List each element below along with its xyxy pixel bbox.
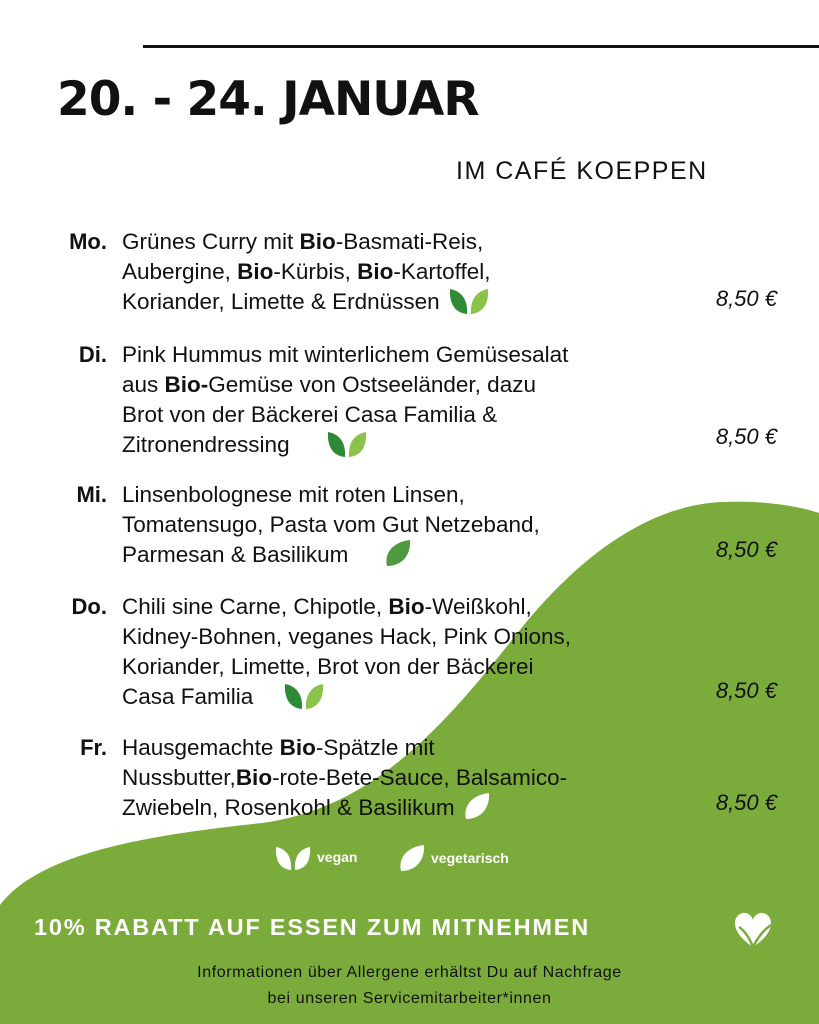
- vegetarian-leaf-icon: [463, 791, 491, 821]
- day-label: Mo.: [69, 229, 107, 254]
- dish-text: Kidney-Bohnen, veganes Hack, Pink Onions,: [122, 624, 572, 649]
- dish-description: [122, 227, 702, 318]
- dish-description: [122, 733, 702, 824]
- legend-vegan-label: vegan: [317, 849, 358, 865]
- cafe-name: IM CAFÉ KOEPPEN: [456, 157, 708, 185]
- dish-description: [122, 592, 702, 713]
- dish-text: -Basmati-Reis,: [335, 229, 484, 254]
- allergen-info-line-2: bei unseren Servicemitarbeiter*innen: [267, 990, 552, 1007]
- vegan-leaf-icon: [326, 428, 368, 458]
- bio-highlight: Bio: [237, 259, 274, 284]
- day-label: Di.: [78, 342, 107, 367]
- dish-line: [122, 430, 702, 461]
- allergen-info: [0, 960, 819, 1012]
- dish-text: Tomatensugo, Pasta vom Gut Netzeband,: [122, 512, 540, 537]
- heart-leaf-icon: [733, 911, 773, 949]
- bio-highlight: Bio: [388, 594, 425, 619]
- dish-line: [122, 592, 702, 622]
- legend-vegetarian: [398, 843, 509, 873]
- dish-line: [122, 227, 702, 257]
- dish-line: [122, 340, 702, 370]
- day-label: Do.: [71, 594, 107, 619]
- legend-vegan: [274, 843, 357, 871]
- bio-highlight: Bio: [235, 765, 273, 790]
- top-rule: [143, 45, 819, 48]
- dish-text: Parmesan & Basilikum: [122, 542, 349, 567]
- dish-line: [122, 400, 702, 430]
- dish-line: [122, 733, 702, 763]
- dish-text: Gemüse von Ostseeländer, dazu: [208, 372, 536, 397]
- dish-text: Linsenbolognese mit roten Linsen,: [122, 482, 465, 507]
- dish-line: [122, 793, 702, 824]
- day-label: Mi.: [76, 482, 107, 507]
- dish-line: [122, 257, 702, 287]
- dish-text: Nussbutter,: [122, 765, 236, 790]
- dish-text: -Kartoffel,: [393, 259, 491, 284]
- dish-text: Hausgemachte: [122, 735, 280, 760]
- dish-text: -rote-Bete-Sauce, Balsamico-: [272, 765, 568, 790]
- bio-highlight: Bio: [357, 259, 394, 284]
- dish-line: [122, 622, 702, 652]
- dish-text: -Weißkohl,: [424, 594, 532, 619]
- dish-line: [122, 287, 702, 318]
- page-title: 20. - 24. JANUAR: [57, 72, 479, 127]
- dish-text: Casa Familia: [122, 684, 254, 709]
- price: 8,50 €: [715, 424, 777, 449]
- dish-text: Zitronendressing: [122, 432, 290, 457]
- vegan-leaf-icon: [283, 680, 325, 710]
- vegan-leaf-icon: [448, 285, 490, 315]
- dish-text: aus: [122, 372, 165, 397]
- dish-line: [122, 480, 702, 510]
- dish-line: [122, 682, 702, 713]
- legend: [0, 843, 819, 879]
- dish-text: Koriander, Limette & Erdnüssen: [122, 289, 440, 314]
- allergen-info-line-1: Informationen über Allergene erhältst Du auf Nachfrage: [197, 964, 622, 981]
- price: 8,50 €: [715, 286, 777, 311]
- dish-text: Grünes Curry mit: [122, 229, 300, 254]
- dish-text: Aubergine,: [122, 259, 238, 284]
- price: 8,50 €: [715, 678, 777, 703]
- vegetarian-leaf-icon: [384, 538, 412, 568]
- dish-text: Zwiebeln, Rosenkohl & Basilikum: [122, 795, 455, 820]
- vegan-leaf-icon: [274, 843, 312, 871]
- bio-highlight: Bio-: [164, 372, 209, 397]
- dish-text: Chili sine Carne, Chipotle,: [122, 594, 389, 619]
- dish-text: Koriander, Limette, Brot von der Bäckerei: [122, 654, 534, 679]
- bio-highlight: Bio: [279, 735, 316, 760]
- dish-line: [122, 540, 702, 571]
- dish-line: [122, 763, 702, 793]
- legend-vegetarian-label: vegetarisch: [431, 850, 509, 866]
- dish-description: [122, 340, 702, 461]
- dish-line: [122, 370, 702, 400]
- dish-text: Pink Hummus mit winterlichem Gemüsesalat: [122, 342, 569, 367]
- vegetarian-leaf-icon: [398, 843, 426, 873]
- day-label: Fr.: [80, 735, 107, 760]
- price: 8,50 €: [715, 537, 777, 562]
- price: 8,50 €: [715, 790, 777, 815]
- dish-description: [122, 480, 702, 571]
- dish-text: -Kürbis,: [273, 259, 358, 284]
- discount-banner: 10% RABATT AUF ESSEN ZUM MITNEHMEN: [34, 914, 591, 940]
- dish-text: Brot von der Bäckerei Casa Familia &: [122, 402, 498, 427]
- dish-line: [122, 510, 702, 540]
- dish-text: -Spätzle mit: [315, 735, 435, 760]
- bio-highlight: Bio: [299, 229, 336, 254]
- dish-line: [122, 652, 702, 682]
